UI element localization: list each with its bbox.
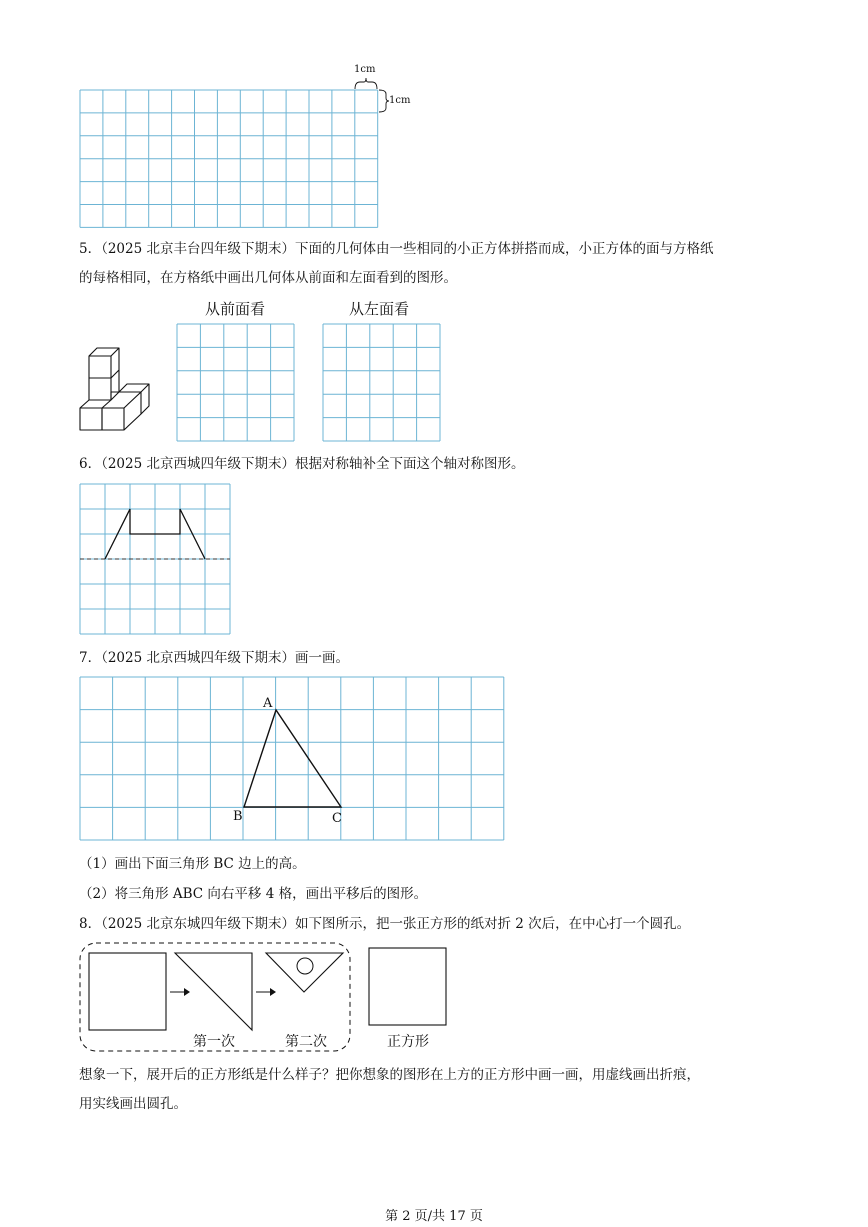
q5-front-label: 从前面看 — [205, 300, 266, 318]
q7-vertex-c: C — [332, 811, 342, 826]
q8-text-line3: 用实线画出圆孔。 — [79, 1096, 187, 1112]
q5-left-label: 从左面看 — [349, 300, 410, 318]
q4-height-label: 1cm — [389, 95, 411, 106]
q8-first-label: 第一次 — [193, 1034, 235, 1050]
page-footer: 第 2 页/共 17 页 — [385, 1209, 483, 1224]
q7-text-line1: 7．（2025 北京西城四年级下期末）画一画。 — [79, 650, 349, 666]
q8-text-line1: 8．（2025 北京东城四年级下期末）如下图所示，把一张正方形的纸对折 2 次后，在中心打一个圆孔。 — [79, 916, 691, 932]
q8-text-line2: 想象一下，展开后的正方形纸是什么样子？把你想象的图形在上方的正方形中画一画，用虚线画出折痕， — [79, 1067, 700, 1083]
q4-width-label: 1cm — [354, 64, 376, 75]
q7-vertex-a: A — [263, 696, 273, 711]
q7-sub2: （2）将三角形 ABC 向右平移 4 格，画出平移后的图形。 — [79, 886, 428, 902]
q8-square-label: 正方形 — [387, 1034, 429, 1050]
q5-text-line2: 的每格相同，在方格纸中画出几何体从前面和左面看到的图形。 — [79, 270, 457, 286]
q7-vertex-b: B — [233, 809, 243, 824]
q6-text-line1: 6．（2025 北京西城四年级下期末）根据对称轴补全下面这个轴对称图形。 — [79, 456, 525, 472]
q5-text-line1: 5．（2025 北京丰台四年级下期末）下面的几何体由一些相同的小正方体拼搭而成，小正方体的面与方格纸 — [79, 241, 714, 257]
q7-sub1: （1）画出下面三角形 BC 边上的高。 — [79, 856, 306, 872]
q8-second-label: 第二次 — [285, 1034, 327, 1050]
